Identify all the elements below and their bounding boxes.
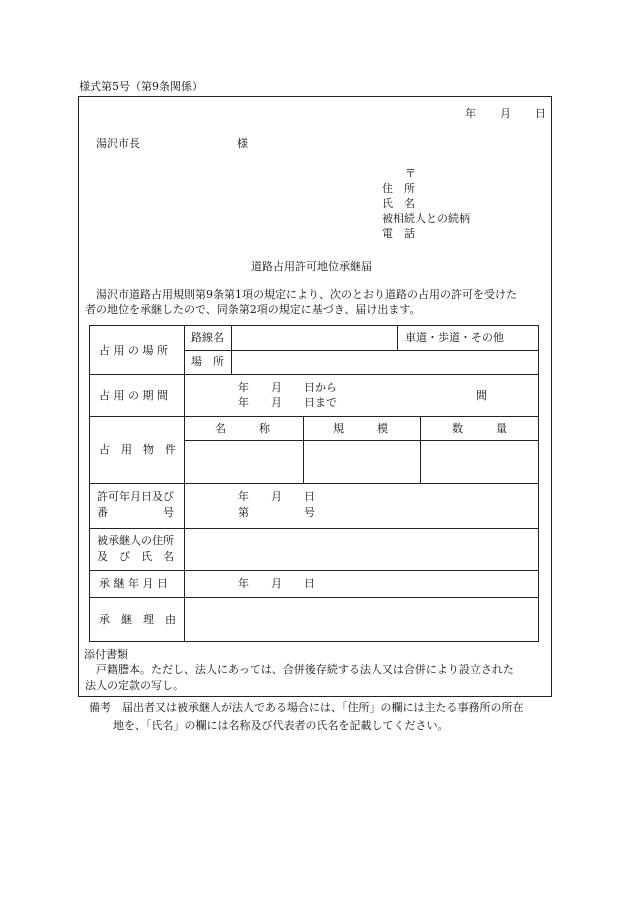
applicant-address-label: 住 所 bbox=[382, 182, 415, 195]
attachments-line-2: 法人の定款の写し。 bbox=[85, 679, 184, 692]
note-line-1: 備考 届出者又は被承継人が法人である場合には、「住所」の欄には主たる事務所の所在 bbox=[89, 701, 524, 714]
reason-label: 承 継 理 由 bbox=[99, 613, 176, 626]
applicant-relation-label: 被相続人との続柄 bbox=[382, 212, 470, 225]
permit-label-1: 許可年月日及び bbox=[97, 490, 174, 503]
succession-date-label: 承 継 年 月 日 bbox=[99, 577, 168, 590]
period-days: 間 bbox=[476, 389, 487, 402]
permit-number: 第 号 bbox=[238, 506, 315, 519]
route-label: 路線名 bbox=[191, 331, 224, 344]
date-year: 年 bbox=[465, 107, 476, 120]
successor-label-1: 被承継人の住所 bbox=[97, 534, 174, 547]
col-spec-header: 規 模 bbox=[333, 422, 388, 435]
permit-date: 年 月 日 bbox=[238, 490, 315, 503]
col-qty-header: 数 量 bbox=[452, 422, 507, 435]
date-month: 月 bbox=[500, 107, 511, 120]
successor-label-2: 及 び 氏 名 bbox=[97, 550, 174, 563]
intro-line-1: 湯沢市道路占用規則第9条第1項の規定により、次のとおり道路の占用の許可を受けた bbox=[96, 288, 517, 301]
permit-label-2: 番 号 bbox=[97, 506, 174, 519]
postal-mark: 〒 bbox=[405, 167, 416, 180]
date-day: 日 bbox=[535, 107, 546, 120]
applicant-name-label: 氏 名 bbox=[382, 197, 415, 210]
object-label: 占 用 物 件 bbox=[99, 443, 176, 456]
col-name-header: 名 称 bbox=[215, 422, 270, 435]
note-line-2: 地を、「氏名」の欄には名称及び代表者の氏名を記載してください。 bbox=[113, 719, 449, 732]
route-type-options: 車道・歩道・その他 bbox=[405, 331, 504, 344]
location-label: 占 用 の 場 所 bbox=[99, 344, 168, 357]
document-title: 道路占用許可地位承継届 bbox=[251, 260, 372, 273]
period-to: 年 月 日まで bbox=[238, 396, 337, 409]
form-number: 様式第5号（第9条関係） bbox=[79, 80, 203, 93]
attachments-title: 添付書類 bbox=[84, 648, 128, 661]
succession-date: 年 月 日 bbox=[238, 577, 315, 590]
period-from: 年 月 日から bbox=[238, 381, 337, 394]
intro-line-2: 者の地位を承継したので、同条第2項の規定に基づき、届け出ます。 bbox=[85, 303, 421, 316]
applicant-phone-label: 電 話 bbox=[382, 227, 415, 240]
attachments-line-1: 戸籍謄本。ただし、法人にあっては、合併後存続する法人又は合併により設立された bbox=[96, 663, 514, 676]
addressee-name: 湯沢市長 bbox=[96, 137, 140, 150]
addressee-honorific: 様 bbox=[237, 137, 248, 150]
period-label: 占 用 の 期 間 bbox=[99, 389, 168, 402]
place-label: 場 所 bbox=[191, 355, 224, 368]
